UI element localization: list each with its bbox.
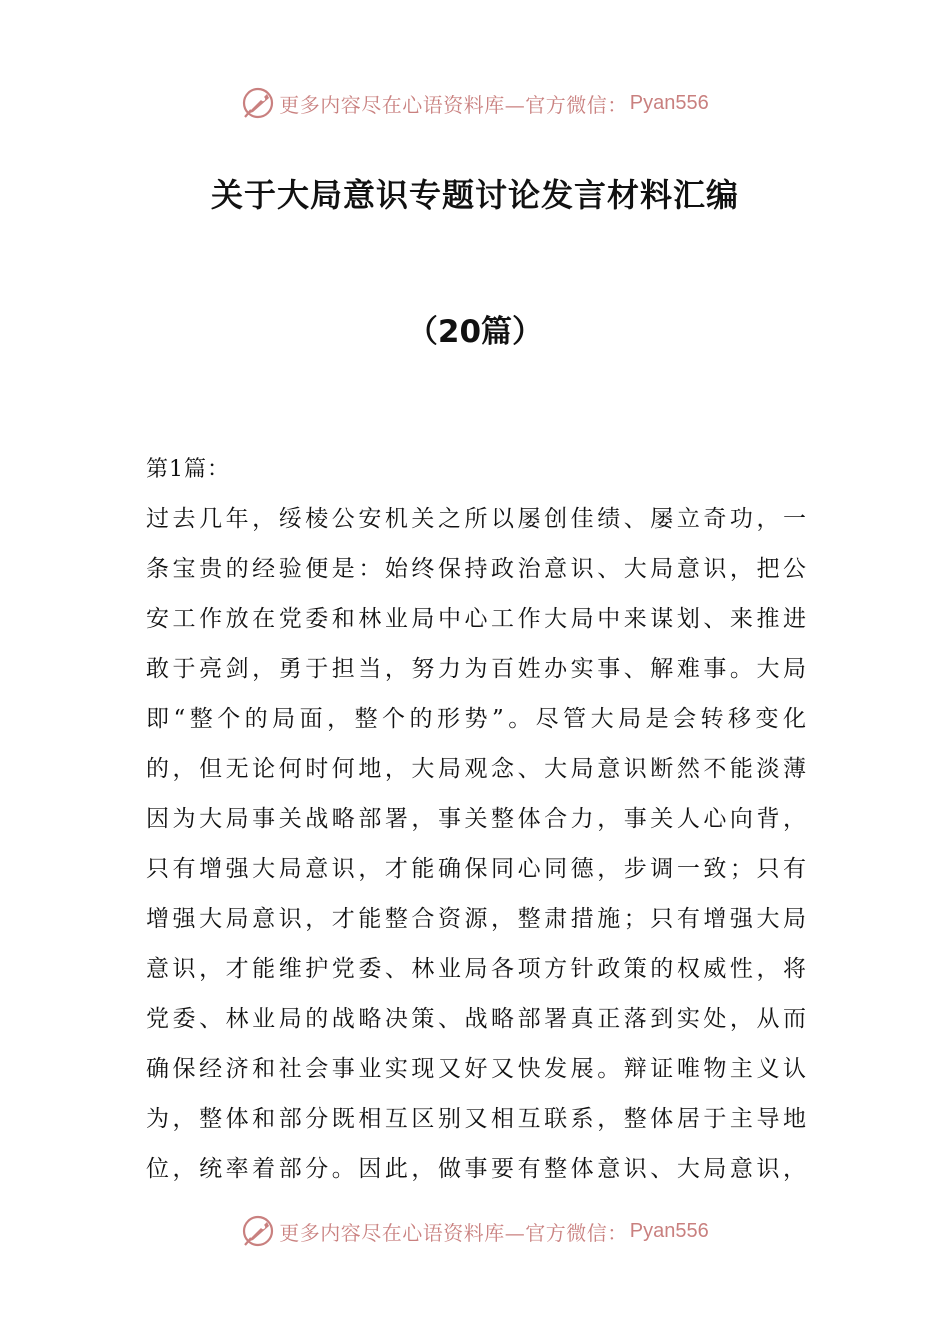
body-line: 敢于亮剑，勇于担当，努力为百姓办实事、解难事。大局	[146, 656, 806, 682]
body-line: 确保经济和社会事业实现又好又快发展。辩证唯物主义认	[146, 1056, 806, 1082]
body-line: 为，整体和部分既相互区别又相互联系，整体居于主导地	[146, 1106, 806, 1132]
body-line: 即“整个的局面，整个的形势”。尽管大局是会转移变化	[146, 706, 806, 732]
watermark-handle: Pyan556	[629, 1219, 709, 1242]
body-line: 的，但无论何时何地，大局观念、大局意识断然不能淡薄	[146, 756, 806, 782]
body-line: 位，统率着部分。因此，做事要有整体意识、大局意识，	[146, 1156, 806, 1182]
body-line: 意识，才能维护党委、林业局各项方针政策的权威性，将	[146, 956, 806, 982]
body-line: 条宝贵的经验便是：始终保持政治意识、大局意识，把公	[146, 556, 806, 582]
body-line: 过去几年，绥棱公安机关之所以屡创佳绩、屡立奇功，一	[146, 506, 806, 532]
quill-logo-icon	[241, 86, 275, 120]
body-line: 党委、林业局的战略决策、战略部署真正落到实处，从而	[146, 1006, 806, 1032]
watermark-text: 更多内容尽在心语资料库—官方微信：	[279, 92, 628, 117]
body-paragraph	[146, 494, 806, 1194]
body-line: 增强大局意识，才能整合资源，整肃措施；只有增强大局	[146, 906, 806, 932]
watermark-text: 更多内容尽在心语资料库—官方微信：	[279, 1220, 628, 1245]
watermark-handle: Pyan556	[629, 91, 709, 114]
watermark-banner-top	[0, 83, 950, 123]
body-line: 安工作放在党委和林业局中心工作大局中来谋划、来推进	[146, 606, 806, 632]
body-line: 因为大局事关战略部署，事关整体合力，事关人心向背，	[146, 806, 806, 832]
watermark-banner-bottom	[0, 1211, 950, 1251]
document-title: 关于大局意识专题讨论发言材料汇编	[210, 176, 739, 214]
chapter-label: 第1篇：	[146, 457, 230, 482]
document-subtitle: （20篇）	[406, 314, 544, 350]
body-line: 只有增强大局意识，才能确保同心同德，步调一致；只有	[146, 856, 806, 882]
quill-logo-icon	[241, 1214, 275, 1248]
